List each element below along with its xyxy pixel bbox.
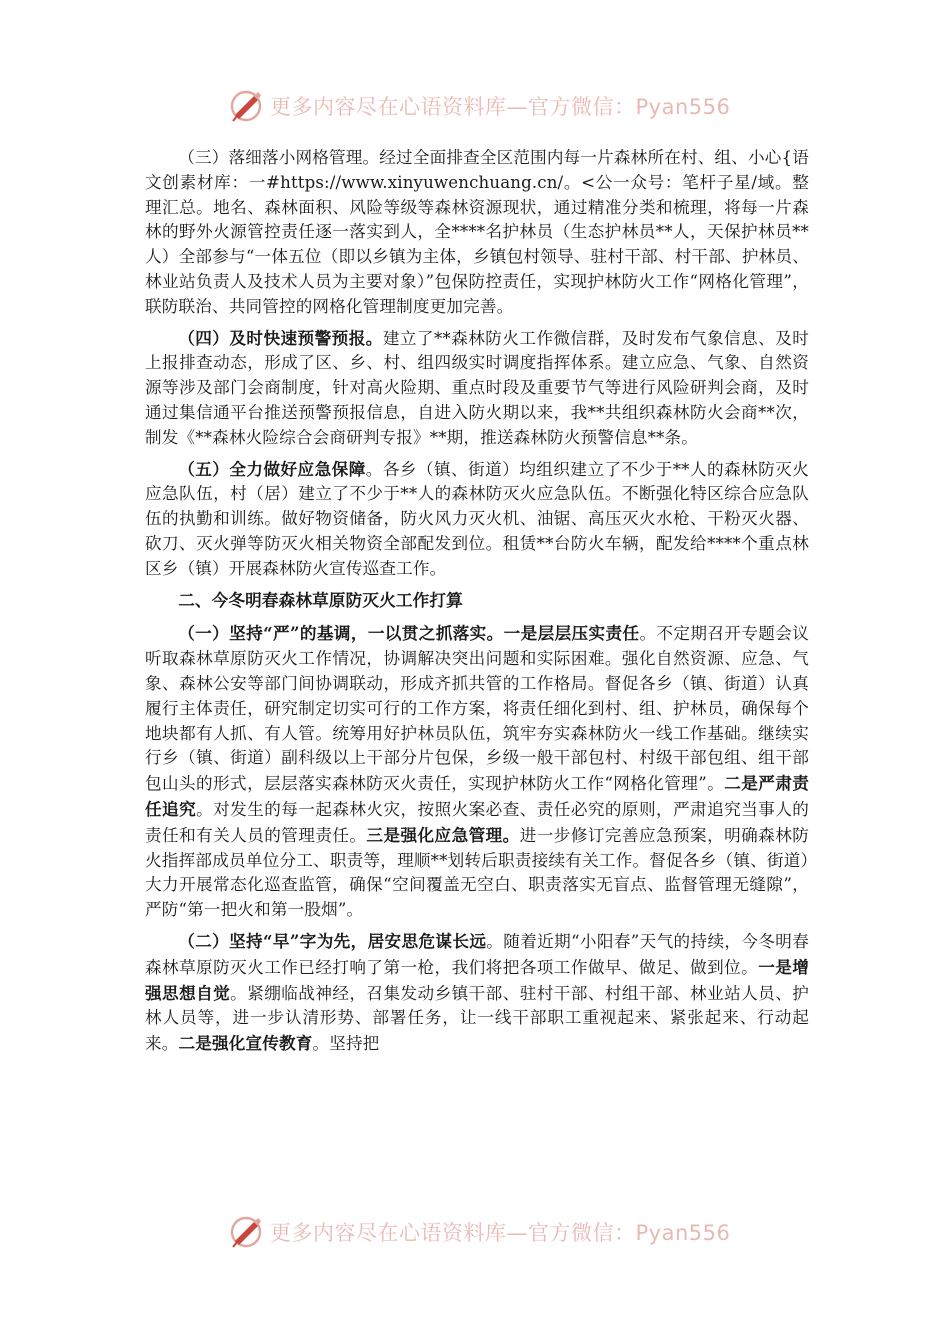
body-text: 。不定期召开专题会议听取森林草原防灭火工作情况，协调解决突出问题和实际困难。强化自然资源、应急、气象、森林公安等部门间协调联动，形成齐抓共管的工作格局。督促各乡（镇、街道）认真履行主体责任，研究制定切实可行的工作方案，将责任细化到村、组、护林员，确保每个地块都有人抓、有人管。统筹用好护林员队伍，筑牢夯实森林防火一线工作基础。继续实行乡（镇、街道）副科级以上干部分片包保，乡级一般干部包村、村级干部包组、组干部包山头的形式，层层落实森林防灭火责任，实现护林防火工作“网格化管理”。: [145, 624, 809, 794]
writing-hand-logo-icon: [228, 88, 264, 124]
body-text: 。各乡（镇、街道）均组织建立了不少于**人的森林防灭火应急队伍，村（居）建立了不少于**人的森林防灭火应急队伍。不断强化特区综合应急队伍的执勤和训练。做好物资储备，防火风力灭火机、油锯、高压灭火水枪、干粉灭火器、砍刀、灭火弹等防灭火相关物资全部配发到位。租赁**台防火车辆，配发给****个重点林区乡（镇）开展森林防火宣传巡查工作。: [145, 459, 809, 578]
watermark-text: 更多内容尽在心语资料库—官方微信：Pyan556: [270, 95, 731, 119]
watermark-banner-top: [0, 84, 950, 128]
paragraph: [145, 457, 809, 582]
body-text: 。随着近期“小阳春”天气的持续，今冬明春森林草原防灭火工作已经打响了第一枪，我们将把各项工作做早、做足、做到位。: [145, 931, 809, 977]
bold-text: 一是增强思想自觉: [145, 956, 809, 1003]
writing-hand-logo-icon: [228, 1214, 264, 1250]
paragraph: [145, 146, 809, 320]
bold-text: 二、今冬明春森林草原防灭火工作打算: [178, 589, 463, 610]
bold-text: 三是强化应急管理。: [366, 824, 520, 845]
body-text: 。坚持把: [312, 1034, 380, 1054]
bold-text: 二是严肃责任追究: [145, 773, 809, 819]
body-text: 。紧绷临战神经，召集发动乡镇干部、驻村干部、村组干部、林业站人员、护林人员等，进一步认清形势、部署任务，让一线干部职工重视起来、紧张起来、行动起来。: [145, 983, 809, 1054]
document-body: [145, 146, 809, 1063]
paragraph: [145, 929, 809, 1057]
watermark-text: 更多内容尽在心语资料库—官方微信：Pyan556: [270, 1221, 731, 1245]
bold-text: （二）坚持“早”字为先，居安思危谋长远: [178, 930, 487, 951]
paragraph: [145, 326, 809, 451]
body-text: （三）落细落小网格管理。经过全面排查全区范围内每一片森林所在村、组、小心{语文创素材库：一#https://www.xinyuwenchuang.cn/。<公一众号：笔杆子星/域。整理汇总。地名、森林面积、风险等级等森林资源现状，通过精准分类和梳理，将每一片森林的野外火源管控责任逐一落实到人，全****名护林员（生态护林员**人，天保护林员**人）全部参与“一体五位（即以乡镇为主体，乡镇包村领导、驻村干部、村干部、护林员、林业站负责人及技术人员为主要对象）”包保防控责任，实现护林防火工作“网格化管理”，联防联治、共同管控的网格化管理制度更加完善。: [145, 148, 809, 316]
watermark-banner-bottom: [0, 1210, 950, 1254]
bold-text: （五）全力做好应急保障: [178, 458, 366, 479]
section-heading: [145, 588, 809, 614]
bold-text: （四）及时快速预警预报。: [178, 327, 383, 348]
bold-text: 二是强化宣传教育: [178, 1033, 313, 1054]
body-text: 进一步修订完善应急预案，明确森林防火指挥部成员单位分工、职责等，理顺**划转后职责接续有关工作。督促各乡（镇、街道）大力开展常态化巡查监管，确保“空间覆盖无空白、职责落实无盲点、监督管理无缝隙”，严防“第一把火和第一股烟”。: [145, 825, 809, 920]
body-text: 。对发生的每一起森林火灾，按照火案必查、责任必究的原则，严肃追究当事人的责任和有关人员的管理责任。: [145, 799, 809, 845]
paragraph: [145, 621, 809, 923]
body-text: 建立了**森林防火工作微信群，及时发布气象信息、及时上报排查动态，形成了区、乡、村、组四级实时调度指挥体系。建立应急、气象、自然资源等涉及部门会商制度，针对高火险期、重点时段及重要节气等进行风险研判会商，及时通过集信通平台推送预警预报信息，自进入防火期以来，我**共组织森林防火会商**次，制发《**森林火险综合会商研判专报》**期，推送森林防火预警信息**条。: [145, 328, 809, 447]
bold-text: （一）坚持“严”的基调，一以贯之抓落实。一是层层压实责任: [178, 623, 640, 644]
